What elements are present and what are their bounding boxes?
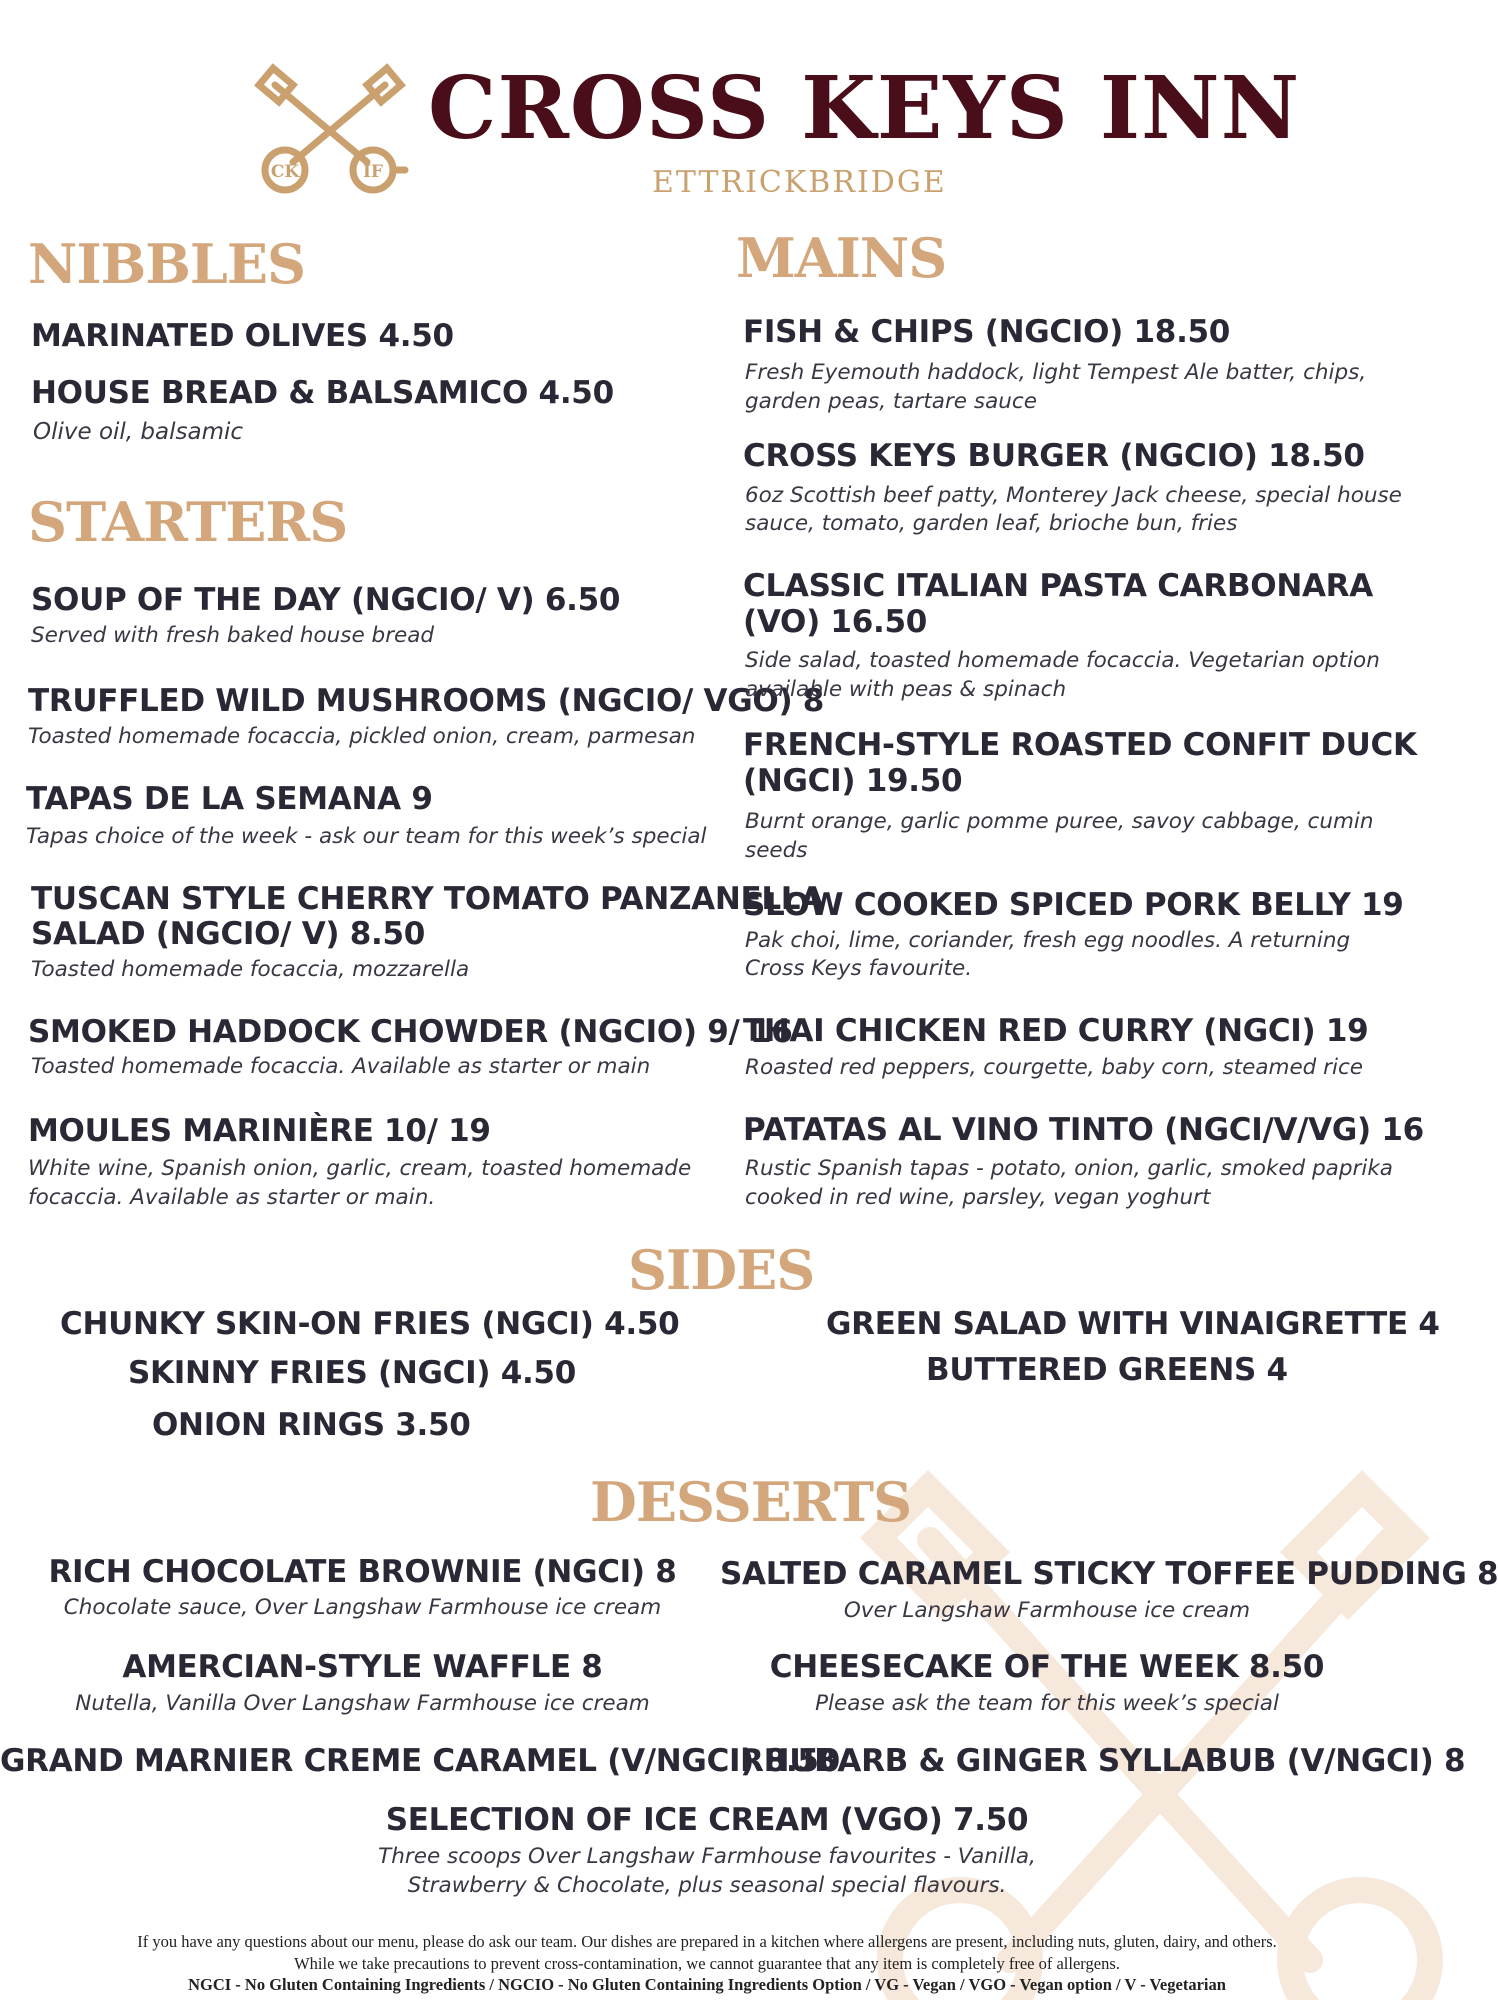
restaurant-title: CROSS KEYS INN bbox=[428, 58, 1301, 159]
menu-item-name: CROSS KEYS BURGER (NGCIO) 18.50 bbox=[743, 438, 1365, 474]
section-heading-desserts: DESSERTS bbox=[590, 1470, 912, 1534]
menu-item-description: Toasted homemade focaccia, mozzarella bbox=[31, 957, 470, 982]
menu-item-name-cont: SALAD (NGCIO/ V) 8.50 bbox=[31, 916, 426, 952]
menu-item-name-cont: (VO) 16.50 bbox=[743, 604, 927, 640]
menu-item-description: Rustic Spanish tapas - potato, onion, garlic, smoked paprika bbox=[745, 1156, 1393, 1181]
side-item: GREEN SALAD WITH VINAIGRETTE 4 bbox=[826, 1306, 1440, 1342]
dessert-item-description: Over Langshaw Farmhouse ice cream bbox=[843, 1598, 1251, 1623]
menu-item-name: FRENCH-STYLE ROASTED CONFIT DUCK bbox=[743, 727, 1417, 763]
dessert-item-name: CHEESECAKE OF THE WEEK 8.50 bbox=[769, 1649, 1325, 1685]
menu-item-description-cont: garden peas, tartare sauce bbox=[745, 389, 1037, 414]
dessert-item-name: SALTED CARAMEL STICKY TOFFEE PUDDING 8 bbox=[720, 1556, 1498, 1592]
menu-item-description: Roasted red peppers, courgette, baby corn, steamed rice bbox=[745, 1055, 1364, 1080]
dessert-item-description: Three scoops Over Langshaw Farmhouse favourites - Vanilla, bbox=[378, 1844, 1036, 1869]
side-item: ONION RINGS 3.50 bbox=[152, 1407, 471, 1443]
menu-item-description-cont: Cross Keys favourite. bbox=[745, 956, 973, 981]
menu-item-name: MOULES MARINIÈRE 10/ 19 bbox=[28, 1113, 491, 1149]
menu-item-description-cont: seeds bbox=[745, 838, 808, 863]
menu-item-name: TAPAS DE LA SEMANA 9 bbox=[26, 781, 433, 817]
menu-item-description-cont: focaccia. Available as starter or main. bbox=[28, 1185, 436, 1210]
menu-item-description: Toasted homemade focaccia, pickled onion, cream, parmesan bbox=[28, 724, 696, 749]
menu-item-name: SLOW COOKED SPICED PORK BELLY 19 bbox=[743, 887, 1404, 923]
menu-item-description: Served with fresh baked house bread bbox=[31, 623, 435, 648]
menu-item-name: SOUP OF THE DAY (NGCIO/ V) 6.50 bbox=[31, 582, 621, 618]
dessert-item-description: Nutella, Vanilla Over Langshaw Farmhouse ice cream bbox=[75, 1691, 650, 1716]
menu-item-description: Tapas choice of the week - ask our team for this week’s special bbox=[26, 824, 707, 849]
menu-item-description: White wine, Spanish onion, garlic, cream, toasted homemade bbox=[28, 1156, 692, 1181]
menu-item-name: FISH & CHIPS (NGCIO) 18.50 bbox=[743, 314, 1231, 350]
allergen-notice-cont: While we take precautions to prevent cross-contamination, we cannot guarantee that any item is completely free of allergens. bbox=[294, 1954, 1120, 1973]
crossed-keys-logo bbox=[255, 70, 405, 195]
dessert-item-name: RICH CHOCOLATE BROWNIE (NGCI) 8 bbox=[48, 1554, 677, 1590]
menu-item-name: THAI CHICKEN RED CURRY (NGCI) 19 bbox=[743, 1013, 1369, 1049]
menu-item-description: 6oz Scottish beef patty, Monterey Jack cheese, special house bbox=[745, 483, 1402, 508]
menu-item-description-cont: available with peas & spinach bbox=[745, 677, 1067, 702]
menu-item-description: Fresh Eyemouth haddock, light Tempest Ale batter, chips, bbox=[745, 360, 1367, 385]
dessert-item-name: SELECTION OF ICE CREAM (VGO) 7.50 bbox=[385, 1802, 1029, 1838]
dessert-item-name: RHUBARB & GINGER SYLLABUB (V/NGCI) 8 bbox=[740, 1743, 1466, 1779]
dietary-key: NGCI - No Gluten Containing Ingredients / NGCIO - No Gluten Containing Ingredients Option / VG - Vegan / VGO - Vegan option / V - Vegetarian bbox=[188, 1975, 1226, 1994]
section-heading-nibbles: NIBBLES bbox=[28, 232, 306, 296]
menu-item-name: PATATAS AL VINO TINTO (NGCI/V/VG) 16 bbox=[743, 1112, 1424, 1148]
menu-item-description: Burnt orange, garlic pomme puree, savoy cabbage, cumin bbox=[745, 809, 1374, 834]
dessert-item-name: AMERCIAN-STYLE WAFFLE 8 bbox=[122, 1649, 603, 1685]
menu-item-description-cont: sauce, tomato, garden leaf, brioche bun, fries bbox=[745, 511, 1238, 536]
section-heading-mains: MAINS bbox=[736, 226, 947, 290]
menu-item-name: TRUFFLED WILD MUSHROOMS (NGCIO/ VGO) 8 bbox=[28, 683, 825, 719]
section-heading-sides: SIDES bbox=[628, 1238, 815, 1302]
dessert-item-name: GRAND MARNIER CREME CARAMEL (V/NGCI) 8.50 bbox=[0, 1743, 840, 1779]
logo-initials-left: CK bbox=[270, 162, 300, 182]
menu-item-description: Side salad, toasted homemade focaccia. Vegetarian option bbox=[745, 648, 1380, 673]
dessert-item-description: Chocolate sauce, Over Langshaw Farmhouse ice cream bbox=[63, 1595, 662, 1620]
menu-item-name-cont: (NGCI) 19.50 bbox=[743, 763, 963, 799]
menu-item-description: Pak choi, lime, coriander, fresh egg noodles. A returning bbox=[745, 928, 1351, 953]
dessert-item-description: Please ask the team for this week’s special bbox=[815, 1691, 1279, 1716]
menu-item-name: CLASSIC ITALIAN PASTA CARBONARA bbox=[743, 568, 1373, 604]
menu-item-name: SMOKED HADDOCK CHOWDER (NGCIO) 9/ 16 bbox=[28, 1014, 793, 1050]
menu-item-description-cont: cooked in red wine, parsley, vegan yoghurt bbox=[745, 1185, 1211, 1210]
menu-item-name: TUSCAN STYLE CHERRY TOMATO PANZANELLA bbox=[31, 881, 824, 917]
logo-initials-right: IF bbox=[362, 162, 384, 182]
allergen-notice: If you have any questions about our menu, please do ask our team. Our dishes are prepared in a kitchen where allergens are present, including nuts, gluten, dairy, and others. bbox=[137, 1932, 1277, 1951]
side-item: CHUNKY SKIN-ON FRIES (NGCI) 4.50 bbox=[60, 1306, 680, 1342]
menu-item-name: MARINATED OLIVES 4.50 bbox=[31, 318, 454, 354]
section-heading-starters: STARTERS bbox=[28, 490, 348, 554]
dessert-item-description-cont: Strawberry & Chocolate, plus seasonal special flavours. bbox=[407, 1873, 1007, 1898]
menu-item-description: Toasted homemade focaccia. Available as starter or main bbox=[31, 1054, 651, 1079]
side-item: SKINNY FRIES (NGCI) 4.50 bbox=[128, 1355, 576, 1391]
restaurant-location: ETTRICKBRIDGE bbox=[652, 165, 947, 200]
menu-item-description: Olive oil, balsamic bbox=[33, 419, 244, 445]
side-item: BUTTERED GREENS 4 bbox=[926, 1352, 1288, 1388]
menu-item-name: HOUSE BREAD & BALSAMICO 4.50 bbox=[31, 375, 614, 411]
